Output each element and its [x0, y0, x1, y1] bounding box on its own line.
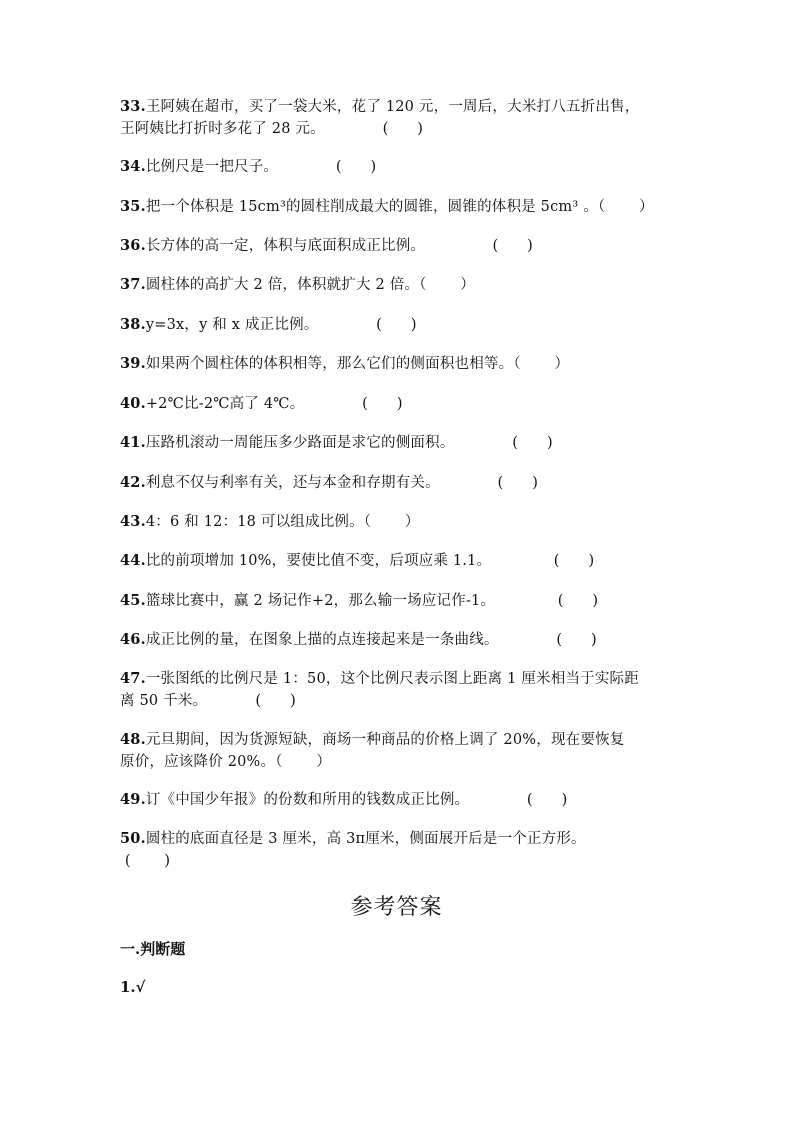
question-number: 47. — [120, 670, 146, 687]
question-text: 4：6 和 12：18 可以组成比例。（ ） — [145, 514, 420, 530]
question-text: 篮球比赛中，赢 2 场记作+2，那么输一场应记作-1。 ( ) — [145, 593, 599, 609]
section-heading: 一.判断题 — [120, 940, 186, 958]
answer-item: 1.√ — [120, 978, 146, 996]
question-number: 41. — [120, 434, 146, 451]
question-39 — [120, 353, 680, 375]
question-number: 45. — [120, 592, 146, 609]
question-number: 38. — [120, 316, 146, 333]
question-number: 34. — [120, 158, 146, 175]
question-text: 一张图纸的比例尺是 1：50，这个比例尺表示图上距离 1 厘米相当于实际距 离 50 千米。 ( ) — [120, 671, 639, 709]
question-number: 46. — [120, 631, 146, 648]
question-text: 比的前项增加 10%，要使比值不变，后项应乘 1.1。 ( ) — [145, 553, 595, 569]
question-33 — [120, 96, 680, 140]
question-number: 35. — [120, 198, 146, 215]
question-49 — [120, 789, 680, 811]
question-37 — [120, 274, 680, 296]
question-text: 成正比例的量，在图象上描的点连接起来是一条曲线。 ( ) — [145, 632, 597, 648]
answer-key-title: 参考答案 — [350, 895, 443, 920]
question-number: 37. — [120, 276, 146, 293]
question-number: 40. — [120, 395, 146, 412]
question-text: y=3x，y 和 x 成正比例。 ( ) — [145, 317, 417, 333]
question-42 — [120, 472, 680, 494]
question-50 — [120, 828, 680, 872]
question-41 — [120, 432, 680, 454]
question-number: 33. — [120, 98, 146, 115]
question-48 — [120, 729, 680, 773]
question-number: 36. — [120, 237, 146, 254]
question-number: 42. — [120, 474, 146, 491]
question-number: 50. — [120, 830, 146, 847]
question-40 — [120, 393, 680, 415]
question-text: 比例尺是一把尺子。 ( ) — [145, 159, 377, 175]
question-text: 长方体的高一定，体积与底面积成正比例。 ( ) — [145, 238, 534, 254]
question-text: 利息不仅与利率有关，还与本金和存期有关。 ( ) — [145, 475, 539, 491]
question-text: 王阿姨在超市，买了一袋大米，花了 120 元，一周后，大米打八五折出售， 王阿姨比打折时多花了 28 元。 ( ) — [120, 99, 640, 137]
question-text: 把一个体积是 15cm³的圆柱削成最大的圆锥，圆锥的体积是 5cm³ 。（ ） — [145, 199, 654, 215]
question-number: 49. — [120, 791, 146, 808]
question-number: 48. — [120, 731, 146, 748]
question-34 — [120, 156, 680, 178]
question-text: 圆柱的底面直径是 3 厘米，高 3π厘米，侧面展开后是一个正方形。 ( ) — [124, 831, 586, 869]
question-36 — [120, 235, 680, 257]
question-text: +2℃比-2℃高了 4℃。 ( ) — [145, 396, 403, 412]
question-text: 圆柱体的高扩大 2 倍，体积就扩大 2 倍。（ ） — [145, 277, 475, 293]
question-text: 元旦期间，因为货源短缺，商场一种商品的价格上调了 20%，现在要恢复 原价，应该降价 20%。（ ） — [120, 732, 625, 770]
question-text: 压路机滚动一周能压多少路面是求它的侧面积。 ( ) — [145, 435, 553, 451]
question-number: 43. — [120, 513, 146, 530]
question-text: 订《中国少年报》的份数和所用的钱数成正比例。 ( ) — [145, 792, 568, 808]
question-44 — [120, 550, 680, 572]
question-47 — [120, 668, 680, 712]
question-number: 39. — [120, 355, 146, 372]
question-35 — [120, 196, 680, 218]
question-38 — [120, 314, 680, 336]
question-45 — [120, 590, 680, 612]
question-46 — [120, 629, 680, 651]
question-43 — [120, 511, 680, 533]
question-text: 如果两个圆柱体的体积相等，那么它们的侧面积也相等。（ ） — [145, 356, 570, 372]
question-number: 44. — [120, 552, 146, 569]
